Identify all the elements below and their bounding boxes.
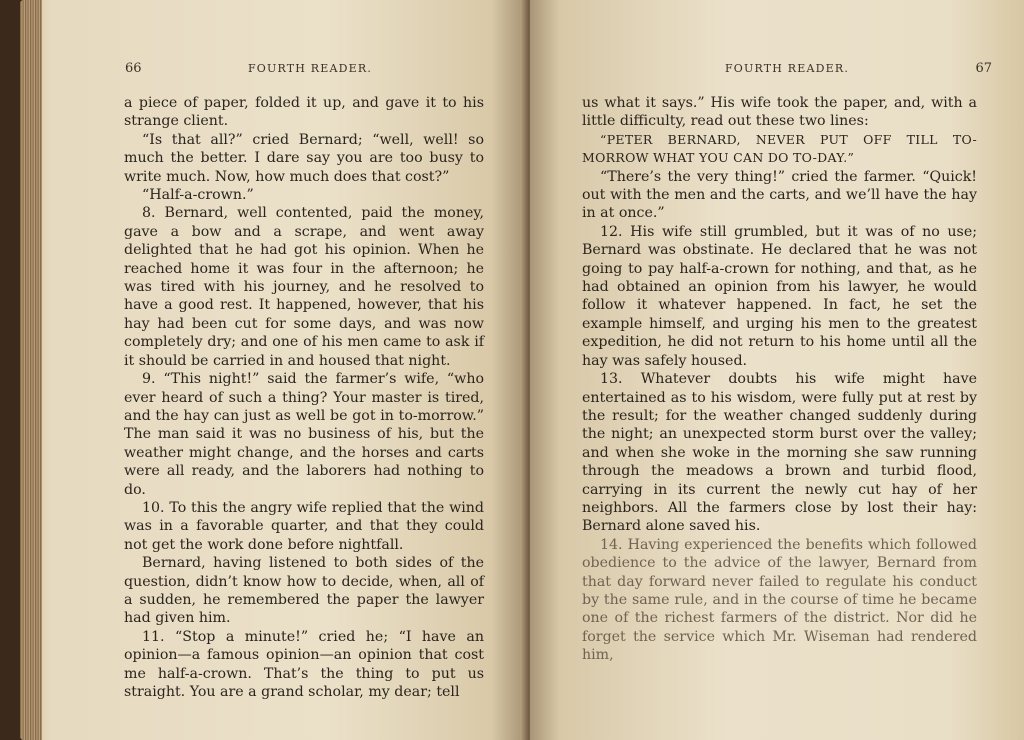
paragraph: “PETER BERNARD, NEVER PUT OFF TILL TO-MORROW WHAT YOU CAN DO TO-DAY.” [582, 131, 977, 166]
right-page-header [582, 61, 992, 77]
paragraph: 12. His wife still grumbled, but it was of no use; Bernard was obstinate. He declared that he was not going to pay half-a-crown for nothing, and that, as he had obtained an opinion from his lawyer, he would follow it whatever happened. In fact, he set the example himself, and urging his men to the greatest expedition, he did not return to his home until all the hay was safely housed. [582, 223, 977, 369]
paragraph: us what it says.” His wife took the paper, and, with a little difficulty, read out these two lines: [582, 95, 977, 130]
paragraph: Bernard, having listened to both sides of the question, didn’t know how to decide, when, all of a sudden, he remembered the paper the lawyer had given him. [124, 555, 484, 627]
right-page-text [582, 94, 977, 665]
paragraph: “Is that all?” cried Bernard; “well, well! so much the better. I dare say you are too busy to write much. Now, how much does that cost?” [124, 131, 484, 185]
running-head: FOURTH READER. [247, 62, 373, 75]
left-page [20, 0, 532, 740]
page-number: 67 [975, 61, 992, 76]
left-page-header [125, 61, 495, 77]
right-page [530, 0, 1024, 740]
running-head: FOURTH READER. [724, 62, 850, 75]
paragraph: 11. “Stop a minute!” cried he; “I have an opinion—a famous opinion—an opinion that cost me half-a-crown. That’s the thing to put us straight. You are a grand scholar, my dear; tell [124, 628, 484, 700]
paragraph: 8. Bernard, well contented, paid the money, gave a bow and a scrape, and went away delighted that he had got his opinion. When he reached home it was four in the afternoon; he was tired with his journey, and he resolved to have a good rest. It happened, however, that his hay had been cut for some days, and was now completely dry; and one of his men came to ask if it should be carried in and housed that night. [124, 205, 484, 369]
paragraph: 13. Whatever doubts his wife might have entertained as to his wisdom, were fully put at rest by the result; for the weather changed suddenly during the night; an unexpected storm burst over the valley; and when she woke in the morning she saw running through the meadows a brown and turbid flood, carrying in its current the newly cut hay of her neighbors. All the farmers close by lost their hay: Bernard alone saved his. [582, 371, 977, 535]
page-edges [20, 0, 42, 740]
paragraph: “Half-a-crown.” [142, 187, 254, 204]
page-number: 66 [125, 61, 142, 76]
paragraph: “There’s the very thing!” cried the farmer. “Quick! out with the men and the carts, and we’ll have the hay in at once.” [582, 168, 977, 222]
paragraph: 14. Having experienced the benefits which followed obedience to the advice of the lawyer, Bernard from that day forward never failed to regulate his conduct by the same rule, and in the course of time he became one of the richest farmers of the district. Nor did he forget the service which Mr. Wiseman had rendered him, [582, 536, 977, 664]
paragraph: 10. To this the angry wife replied that the wind was in a favorable quarter, and that they could not get the work done before nightfall. [124, 499, 484, 553]
paragraph: a piece of paper, folded it up, and gave it to his strange client. [124, 95, 484, 130]
paragraph: 9. “This night!” said the farmer’s wife, “who ever heard of such a thing? Your master is tired, and the hay can just as well be got in to-morrow.” The man said it was no business of his, but the weather might change, and the horses and carts were all ready, and the laborers had nothing to do. [124, 371, 484, 498]
left-page-text [124, 94, 484, 701]
